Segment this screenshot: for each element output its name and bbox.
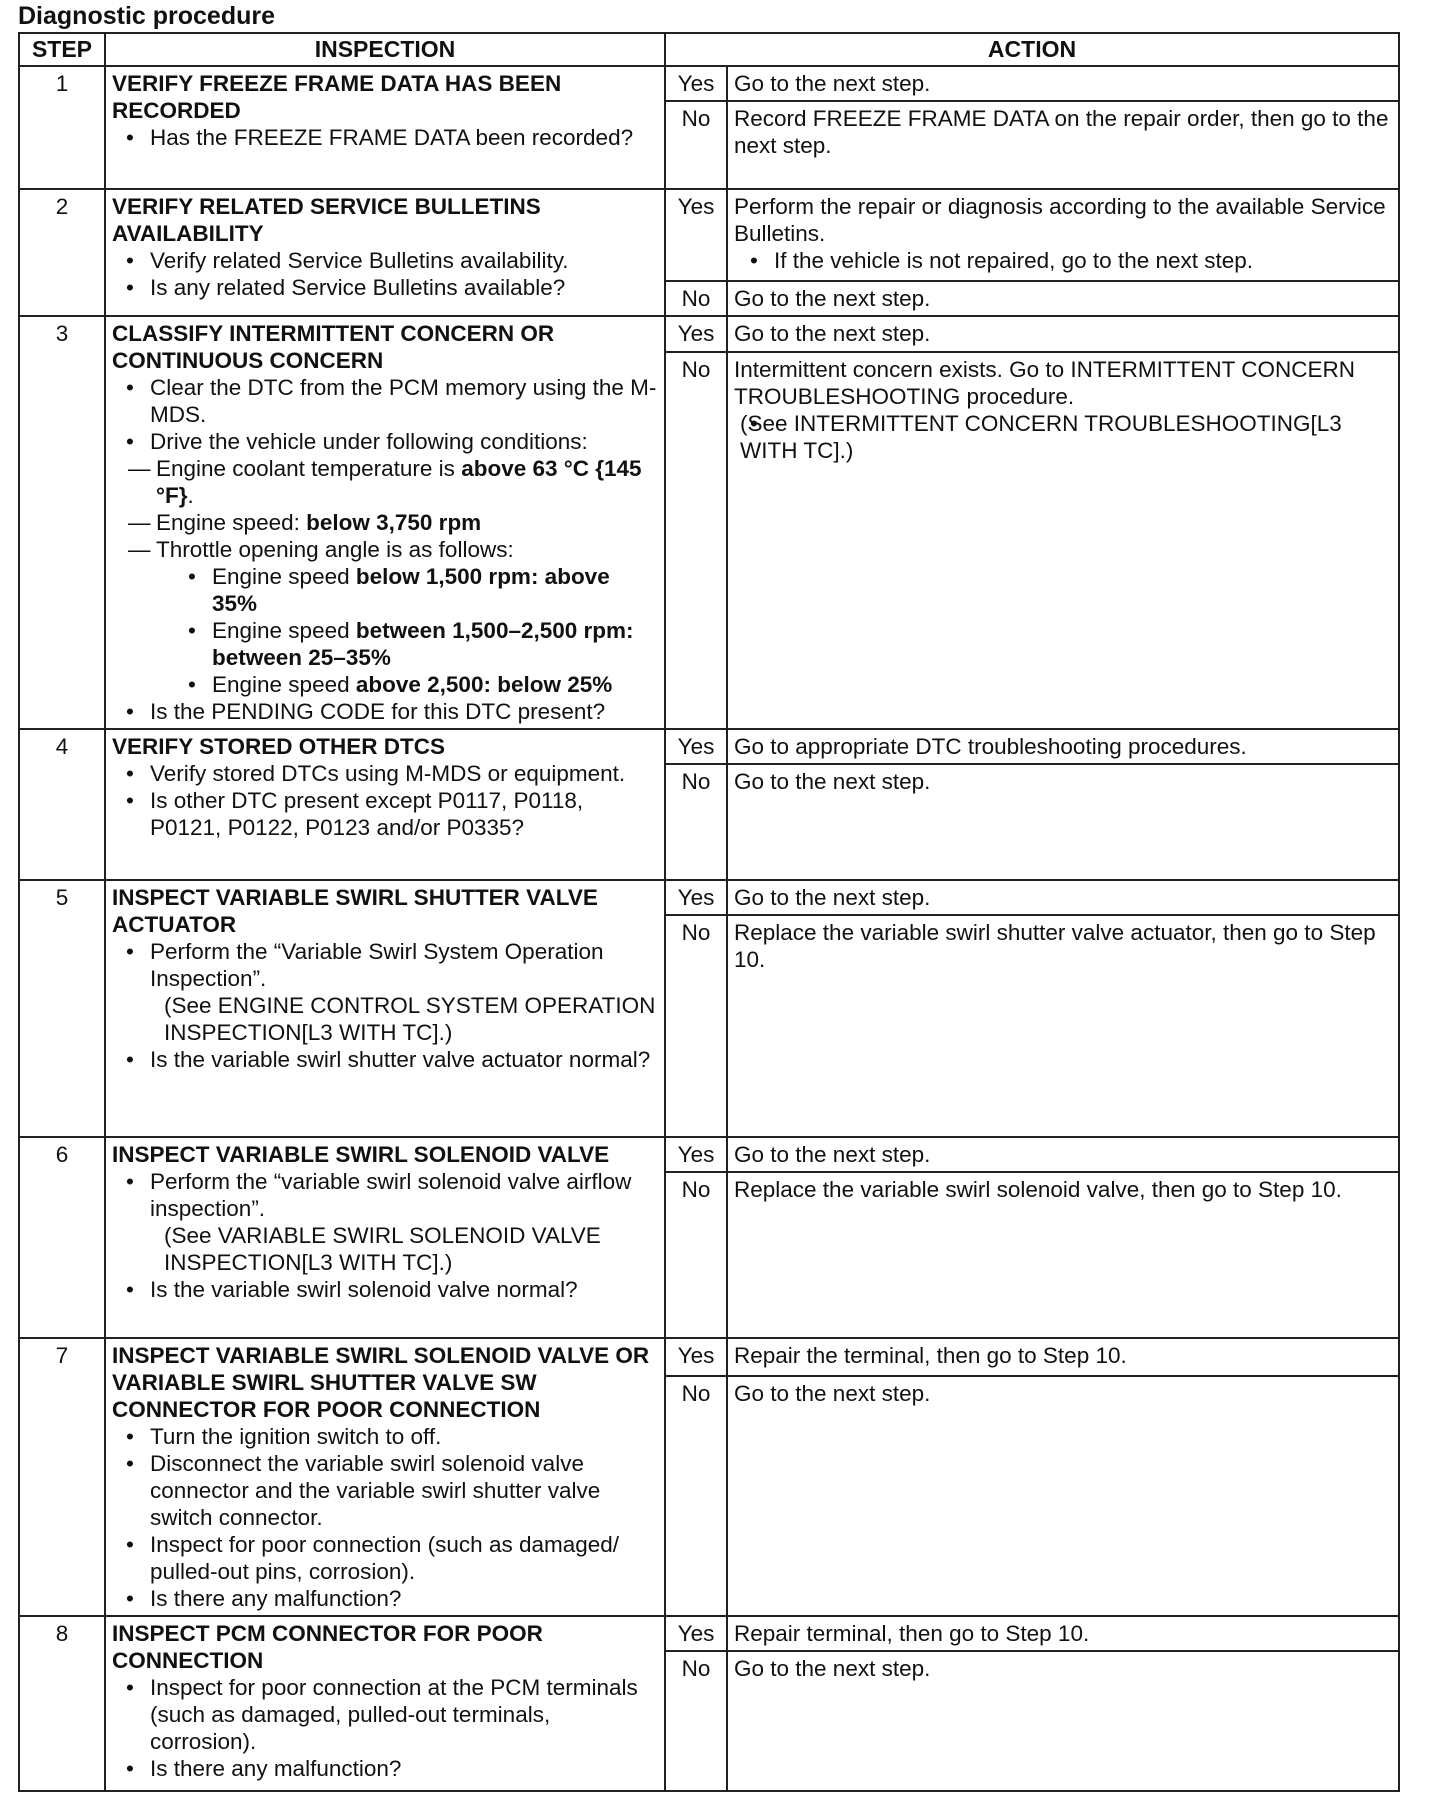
inspection-bullet: • Disconnect the variable swirl solenoid valve connector and the variable swirl shutter valve switch connector. xyxy=(112,1450,658,1531)
no-action: Go to the next step. xyxy=(727,281,1399,316)
no-label: No xyxy=(665,1172,727,1338)
inspection-title: INSPECT VARIABLE SWIRL SOLENOID VALVE xyxy=(112,1142,610,1167)
inspection-cell xyxy=(105,1338,665,1616)
inspection-bullet: • Inspect for poor connection (such as damaged/ pulled-out pins, corrosion). xyxy=(112,1531,658,1585)
condition-value: above 2,500: below 25% xyxy=(355,672,613,697)
inspection-title: INSPECT VARIABLE SWIRL SOLENOID VALVE OR VARIABLE SWIRL SHUTTER VALVE SW CONNECTOR FOR POOR CONNECTION xyxy=(112,1343,650,1422)
condition-text: Engine coolant temperature is xyxy=(156,456,462,481)
header-inspection: INSPECTION xyxy=(105,33,665,66)
step-number: 2 xyxy=(19,189,105,316)
yes-label: Yes xyxy=(665,880,727,915)
inspection-bullet: • Inspect for poor connection at the PCM terminals (such as damaged, pulled-out terminals, corrosion). xyxy=(112,1674,658,1755)
condition-value: below 3,750 rpm xyxy=(306,510,482,535)
header-step: STEP xyxy=(19,33,105,66)
step-number: 7 xyxy=(19,1338,105,1616)
condition-item xyxy=(112,455,658,509)
no-action-ref xyxy=(734,410,1392,464)
no-label: No xyxy=(665,1376,727,1616)
inspection-title: INSPECT PCM CONNECTOR FOR POOR CONNECTION xyxy=(112,1621,543,1673)
step-number: 3 xyxy=(19,316,105,729)
table-row xyxy=(19,880,1399,915)
inspection-cell xyxy=(105,729,665,880)
step-number: 8 xyxy=(19,1616,105,1791)
no-label: No xyxy=(665,1651,727,1791)
inspection-bullet: • Is the variable swirl shutter valve actuator normal? xyxy=(112,1046,658,1073)
condition-text: Engine speed xyxy=(212,618,356,643)
yes-label: Yes xyxy=(665,66,727,101)
inspection-cell xyxy=(105,1137,665,1338)
inspection-bullet: • Perform the “Variable Swirl System Operation Inspection”. xyxy=(112,938,658,992)
inspection-title: VERIFY FREEZE FRAME DATA HAS BEEN RECORDED xyxy=(112,71,562,123)
condition-text: Engine speed xyxy=(212,564,356,589)
inspection-title: CLASSIFY INTERMITTENT CONCERN OR CONTINUOUS CONCERN xyxy=(112,321,555,373)
yes-action: Go to appropriate DTC troubleshooting procedures. xyxy=(727,729,1399,764)
reference-text: (See VARIABLE SWIRL SOLENOID VALVE INSPECTION[L3 WITH TC].) xyxy=(164,1223,601,1275)
no-label: No xyxy=(665,764,727,880)
yes-action: Go to the next step. xyxy=(727,1137,1399,1172)
yes-label: Yes xyxy=(665,316,727,352)
inspection-cell xyxy=(105,189,665,316)
diagnostic-table xyxy=(18,32,1400,1792)
inspection-bullet: • Is there any malfunction? xyxy=(112,1585,658,1612)
step-number: 1 xyxy=(19,66,105,189)
inspection-bullet: • Verify related Service Bulletins availability. xyxy=(112,247,658,274)
sub-condition-item xyxy=(112,671,658,698)
yes-action: Repair terminal, then go to Step 10. xyxy=(727,1616,1399,1651)
yes-label: Yes xyxy=(665,1616,727,1651)
inspection-title: INSPECT VARIABLE SWIRL SHUTTER VALVE ACTUATOR xyxy=(112,885,598,937)
sub-condition-item xyxy=(112,617,658,671)
table-row xyxy=(19,66,1399,101)
reference-text: (See INTERMITTENT CONCERN TROUBLESHOOTING[L3 WITH TC].) xyxy=(740,410,1342,463)
yes-action-bullet: • If the vehicle is not repaired, go to the next step. xyxy=(734,247,1392,274)
reference-text: (See ENGINE CONTROL SYSTEM OPERATION INSPECTION[L3 WITH TC].) xyxy=(164,993,656,1045)
table-header-row xyxy=(19,33,1399,66)
inspection-cell xyxy=(105,316,665,729)
inspection-bullet: • Drive the vehicle under following conditions: xyxy=(112,428,658,455)
inspection-bullet: • Clear the DTC from the PCM memory using the M-MDS. xyxy=(112,374,658,428)
step-number: 4 xyxy=(19,729,105,880)
inspection-bullet: • Is there any malfunction? xyxy=(112,1755,658,1782)
inspection-cell xyxy=(105,880,665,1137)
table-row xyxy=(19,1338,1399,1376)
no-label: No xyxy=(665,352,727,729)
yes-action: Perform the repair or diagnosis according to the available Service Bulletins. xyxy=(734,194,1386,246)
table-row xyxy=(19,729,1399,764)
yes-action: Go to the next step. xyxy=(727,316,1399,352)
no-action: Intermittent concern exists. Go to INTERMITTENT CONCERN TROUBLESHOOTING procedure. xyxy=(734,356,1355,409)
inspection-title: VERIFY STORED OTHER DTCS xyxy=(112,734,445,759)
inspection-bullet: • Has the FREEZE FRAME DATA been recorded? xyxy=(112,124,658,151)
yes-action: Go to the next step. xyxy=(727,66,1399,101)
inspection-bullet: • Perform the “variable swirl solenoid valve airflow inspection”. xyxy=(112,1168,658,1222)
condition-text: Engine speed xyxy=(212,672,356,697)
no-action: Replace the variable swirl solenoid valve, then go to Step 10. xyxy=(727,1172,1399,1338)
inspection-cell xyxy=(105,1616,665,1791)
no-label: No xyxy=(665,101,727,189)
inspection-bullet: • Is other DTC present except P0117, P0118, P0121, P0122, P0123 and/or P0335? xyxy=(112,787,658,841)
inspection-bullet: • Is any related Service Bulletins available? xyxy=(112,274,658,301)
no-action-cell xyxy=(727,352,1399,729)
no-label: No xyxy=(665,915,727,1137)
yes-action-cell xyxy=(727,189,1399,281)
table-row xyxy=(19,189,1399,281)
header-action: ACTION xyxy=(665,33,1399,66)
condition-value: between 1,500–2,500 rpm: between 25–35% xyxy=(212,618,634,670)
yes-label: Yes xyxy=(665,1338,727,1376)
no-label: No xyxy=(665,281,727,316)
yes-label: Yes xyxy=(665,189,727,281)
yes-action: Repair the terminal, then go to Step 10. xyxy=(727,1338,1399,1376)
inspection-cell xyxy=(105,66,665,189)
no-action: Replace the variable swirl shutter valve actuator, then go to Step 10. xyxy=(727,915,1399,1137)
table-row xyxy=(19,1616,1399,1651)
no-action: Go to the next step. xyxy=(727,764,1399,880)
table-row xyxy=(19,316,1399,352)
condition-item: — Throttle opening angle is as follows: xyxy=(112,536,658,563)
condition-text: Engine speed: xyxy=(156,510,307,535)
inspection-bullet: • Verify stored DTCs using M-MDS or equipment. xyxy=(112,760,658,787)
step-number: 5 xyxy=(19,880,105,1137)
sub-condition-item xyxy=(112,563,658,617)
yes-action: Go to the next step. xyxy=(727,880,1399,915)
no-action: Record FREEZE FRAME DATA on the repair order, then go to the next step. xyxy=(727,101,1399,189)
table-row xyxy=(19,1137,1399,1172)
page-title: Diagnostic procedure xyxy=(18,2,275,30)
inspection-bullet: • Is the variable swirl solenoid valve normal? xyxy=(112,1276,658,1303)
condition-text: . xyxy=(187,483,194,508)
step-number: 6 xyxy=(19,1137,105,1338)
no-action: Go to the next step. xyxy=(727,1651,1399,1791)
inspection-bullet: • Is the PENDING CODE for this DTC present? xyxy=(112,698,658,725)
yes-label: Yes xyxy=(665,1137,727,1172)
condition-item xyxy=(112,509,658,536)
no-action: Go to the next step. xyxy=(727,1376,1399,1616)
condition-value: below 1,500 rpm: above 35% xyxy=(212,564,610,616)
inspection-bullet: • Turn the ignition switch to off. xyxy=(112,1423,658,1450)
condition-value: above 63 °C {145 °F} xyxy=(156,456,642,508)
inspection-title: VERIFY RELATED SERVICE BULLETINS AVAILABILITY xyxy=(112,194,541,246)
yes-label: Yes xyxy=(665,729,727,764)
